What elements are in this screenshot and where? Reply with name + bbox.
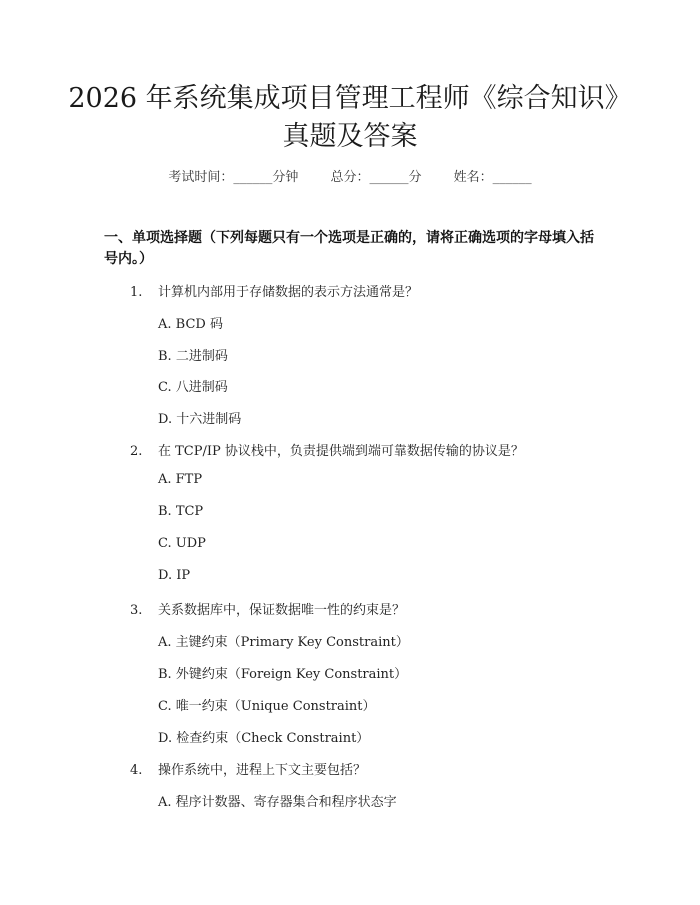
question-3-option-a: A. 主键约束（Primary Key Constraint） <box>158 635 409 650</box>
exam-name: 姓名：______ <box>453 170 532 185</box>
question-1-option-b: B. 二进制码 <box>158 349 228 364</box>
question-2-option-a: A. FTP <box>158 472 203 487</box>
exam-score: 总分：______分 <box>330 170 422 185</box>
section-heading: 一、单项选择题（下列每题只有一个选项是正确的，请将正确选项的字母填入括号内。） <box>104 230 594 267</box>
exam-info-line <box>0 168 700 188</box>
question-number: 3. <box>130 603 143 618</box>
question-1 <box>130 281 418 300</box>
question-3-option-b: B. 外键约束（Foreign Key Constraint） <box>158 667 408 682</box>
question-1-option-c: C. 八进制码 <box>158 380 228 395</box>
question-number: 1. <box>130 285 143 300</box>
question-number: 2. <box>130 444 143 459</box>
question-number: 4. <box>130 763 143 778</box>
question-3-option-c: C. 唯一约束（Unique Constraint） <box>158 699 376 714</box>
question-text: 关系数据库中，保证数据唯一性的约束是？ <box>158 603 406 618</box>
exam-time: 考试时间：______分钟 <box>168 170 299 185</box>
question-3-option-d: D. 检查约束（Check Constraint） <box>158 731 370 746</box>
question-text: 在 TCP/IP 协议栈中，负责提供端到端可靠数据传输的协议是？ <box>158 444 524 459</box>
question-2-option-d: D. IP <box>158 568 191 583</box>
question-text: 操作系统中，进程上下文主要包括？ <box>158 763 367 778</box>
question-2-option-c: C. UDP <box>158 536 206 551</box>
question-4 <box>130 759 366 778</box>
question-2-option-b: B. TCP <box>158 504 204 519</box>
question-text: 计算机内部用于存储数据的表示方法通常是？ <box>158 285 419 300</box>
question-3 <box>130 599 405 618</box>
question-1-option-d: D. 十六进制码 <box>158 412 242 427</box>
question-4-option-a: A. 程序计数器、寄存器集合和程序状态字 <box>158 795 397 810</box>
page-title: 2026 年系统集成项目管理工程师《综合知识》真题及答案 <box>68 83 632 152</box>
question-1-option-a: A. BCD 码 <box>158 317 223 332</box>
question-2 <box>130 440 524 459</box>
